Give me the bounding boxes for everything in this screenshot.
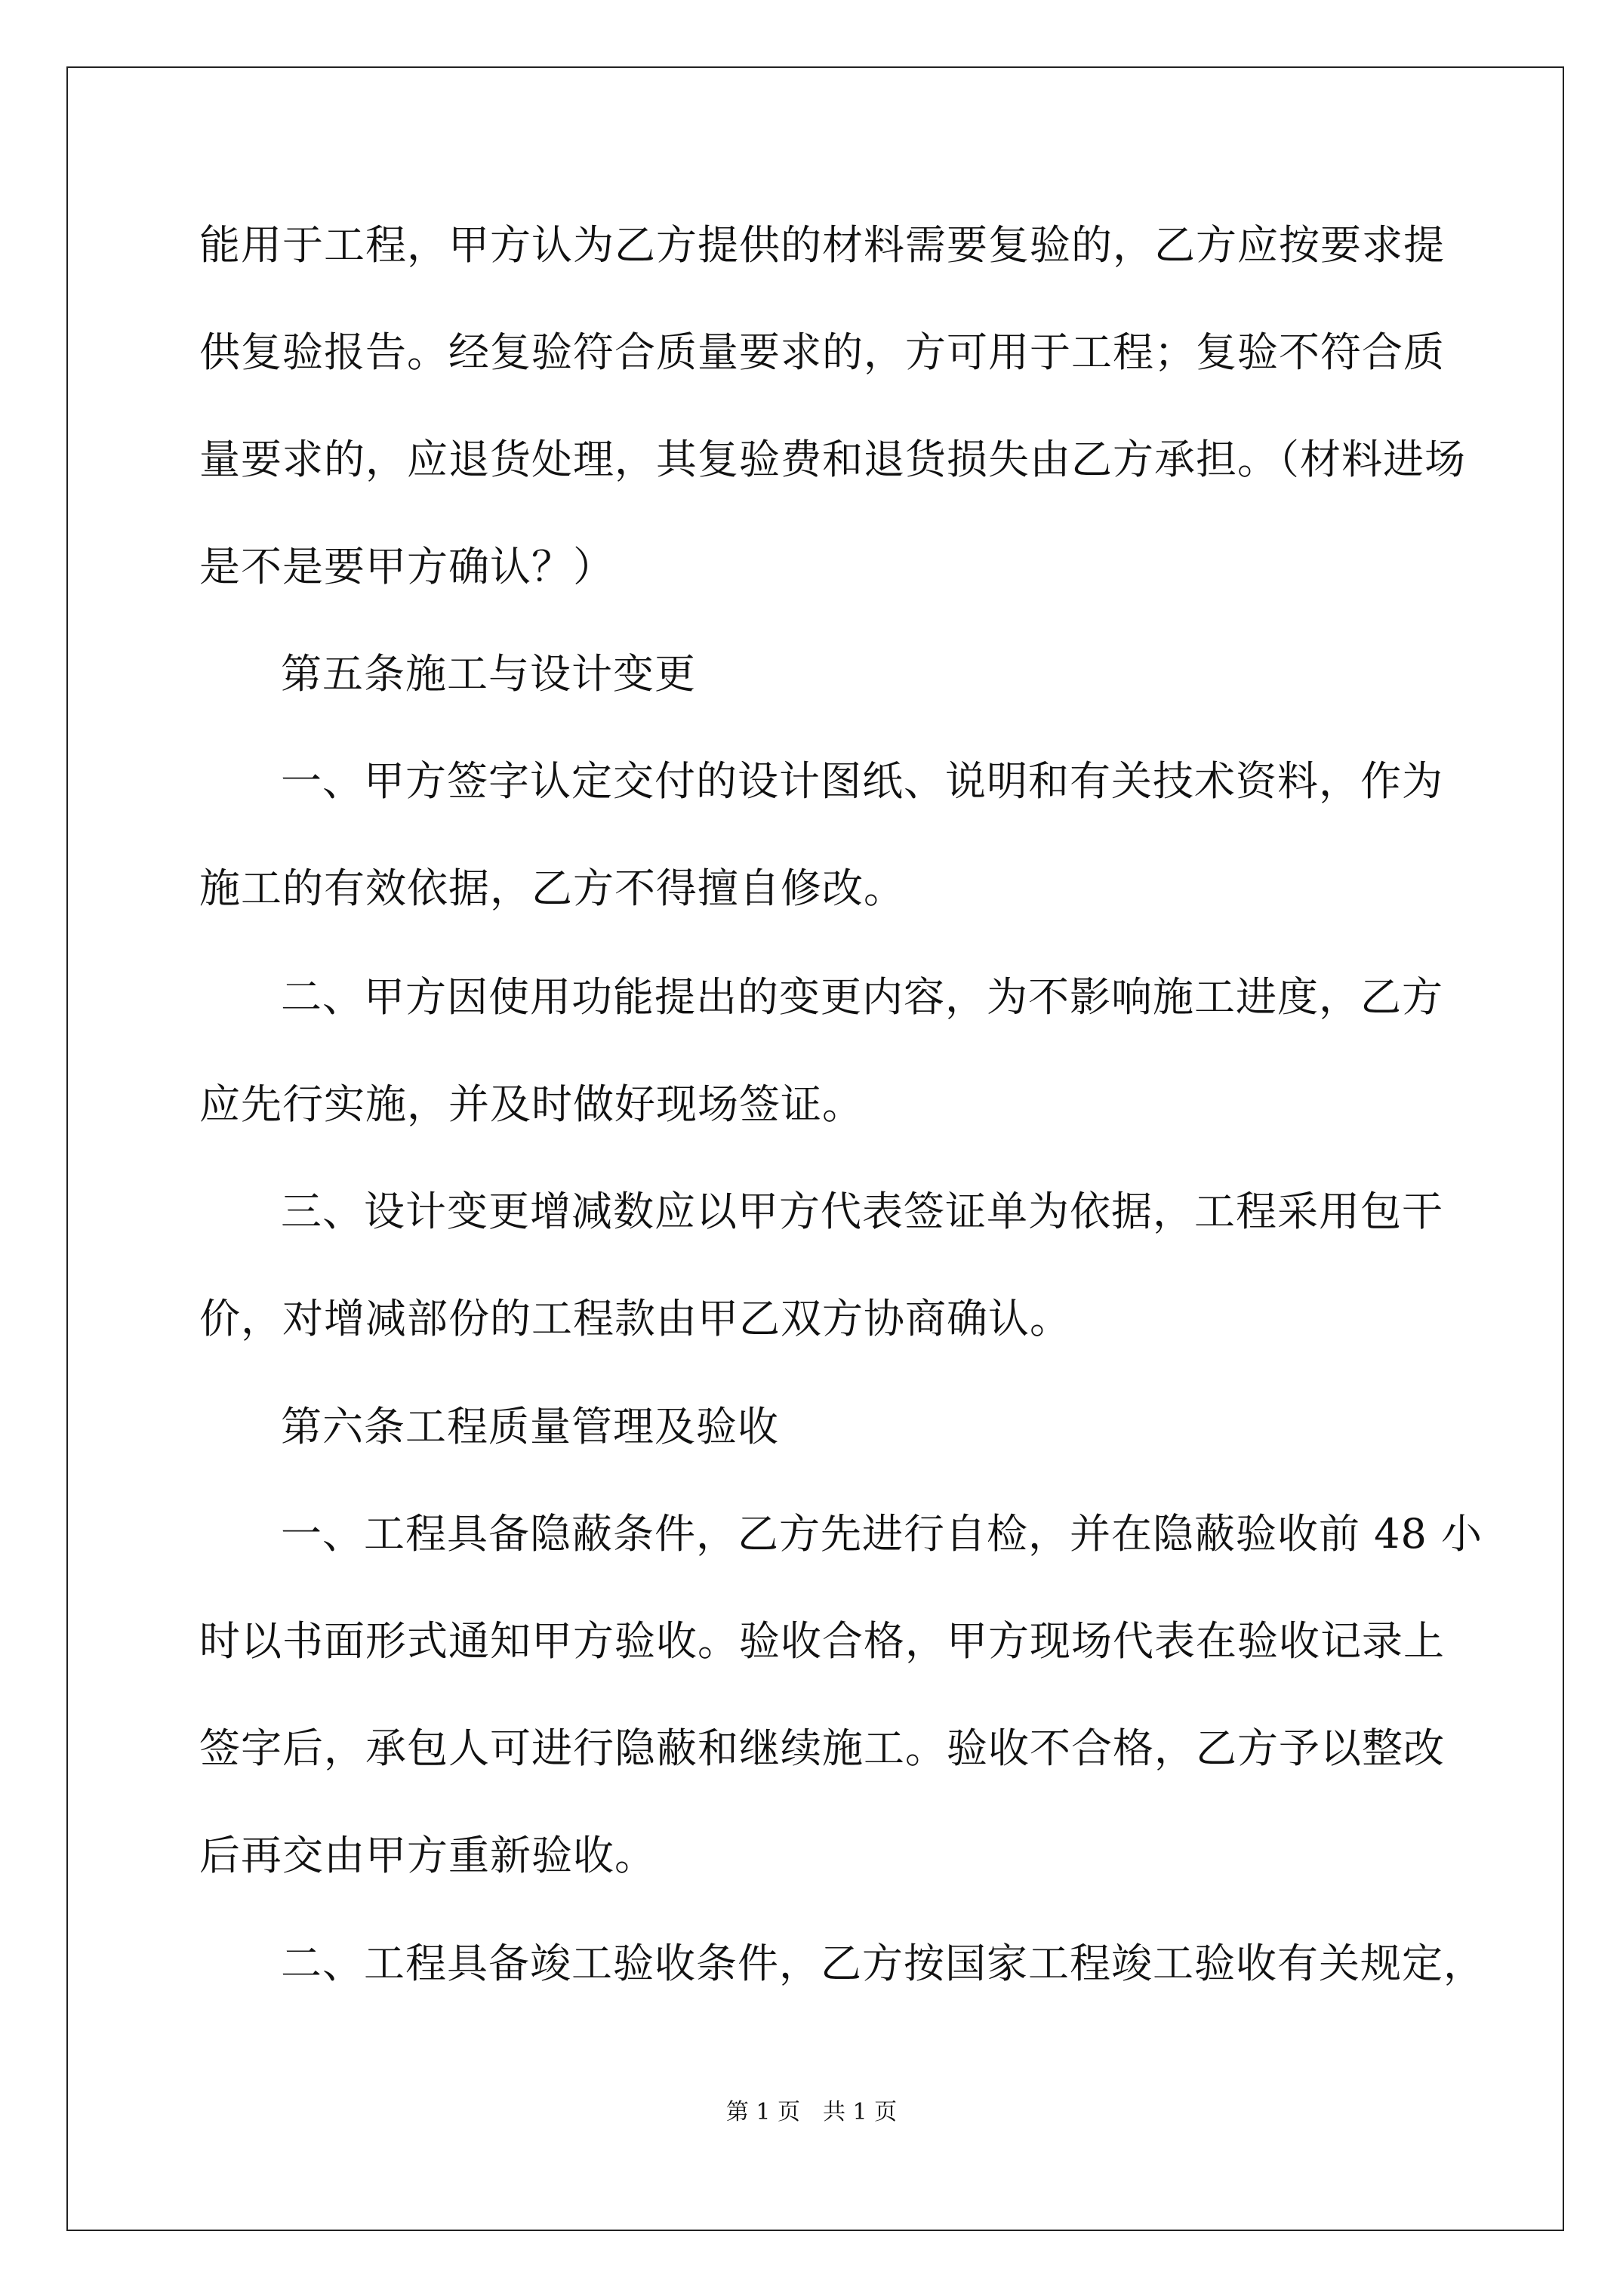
body-line: 应先行实施，并及时做好现场签证。	[199, 1080, 864, 1128]
body-line: 价，对增减部份的工程款由甲乙双方协商确认。	[199, 1295, 1071, 1342]
body-line: 一、甲方签字认定交付的设计图纸、说明和有关技术资料，作为	[281, 757, 1443, 805]
body-line: 二、甲方因使用功能提出的变更内容，为不影响施工进度，乙方	[281, 973, 1443, 1021]
body-line: 一、工程具备隐蔽条件，乙方先进行自检，并在隐蔽验收前 48 小	[281, 1510, 1483, 1558]
body-line: 能用于工程，甲方认为乙方提供的材料需要复验的，乙方应按要求提	[199, 221, 1445, 269]
page-number: 第 1 页 共 1 页	[725, 2099, 898, 2125]
body-line: 签字后，承包人可进行隐蔽和继续施工。验收不合格，乙方予以整改	[199, 1724, 1445, 1772]
body-line: 二、工程具备竣工验收条件，乙方按国家工程竣工验收有关规定，	[281, 1940, 1485, 1987]
body-line: 三、设计变更增减数应以甲方代表签证单为依据，工程采用包干	[281, 1188, 1443, 1235]
body-line: 后再交由甲方重新验收。	[199, 1832, 656, 1879]
body-line: 量要求的，应退货处理，其复验费和退货损失由乙方承担。（材料进场	[199, 436, 1466, 483]
body-line: 是不是要甲方确认？）	[199, 543, 614, 590]
body-line: 时以书面形式通知甲方验收。验收合格，甲方现场代表在验收记录上	[199, 1617, 1445, 1665]
page-border	[66, 66, 1564, 2231]
body-line: 施工的有效依据，乙方不得擅自修改。	[199, 864, 905, 912]
section-heading: 第六条工程质量管理及验收	[281, 1403, 779, 1450]
body-line: 供复验报告。经复验符合质量要求的，方可用于工程；复验不符合质	[199, 328, 1445, 376]
section-heading: 第五条施工与设计变更	[281, 650, 696, 698]
